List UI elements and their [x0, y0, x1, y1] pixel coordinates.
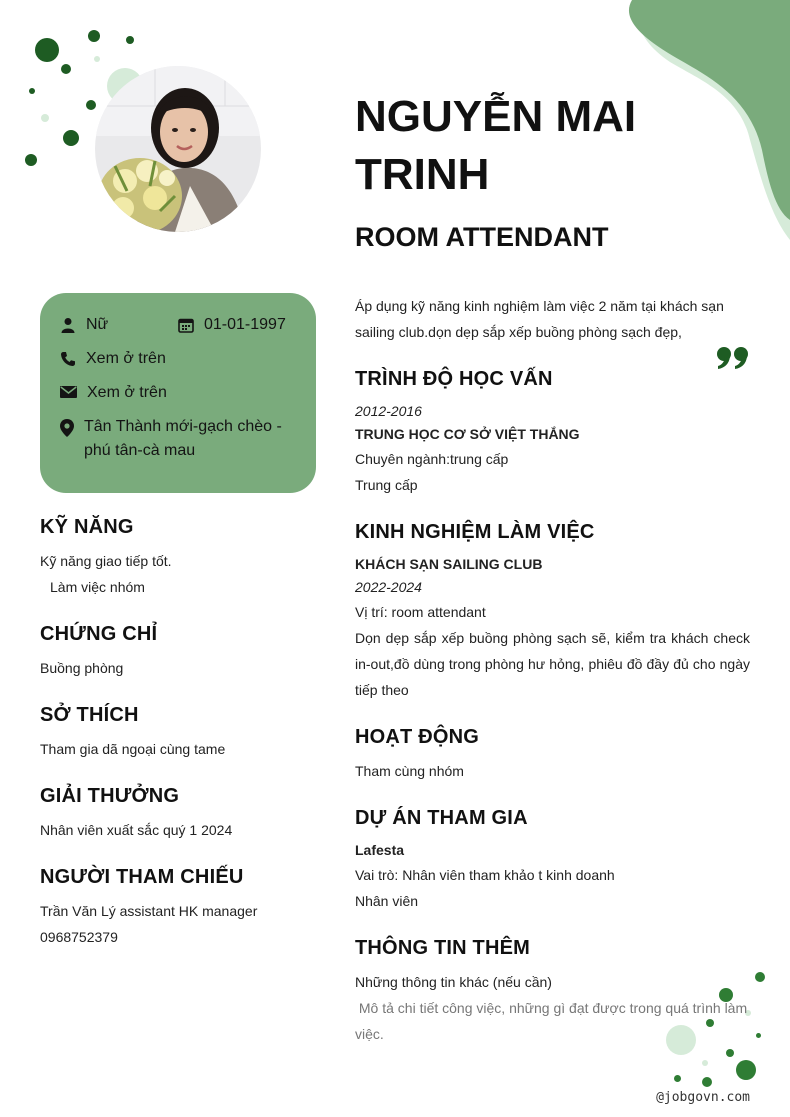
project-name: Lafesta — [355, 842, 405, 858]
experience-position: Vị trí: room attendant — [355, 604, 486, 620]
contact-info-box — [40, 293, 316, 493]
education-detail: Trung cấp — [355, 477, 418, 493]
gender-row — [60, 313, 108, 337]
profile-photo — [95, 66, 261, 232]
phone-icon — [60, 351, 76, 367]
person-icon — [60, 317, 76, 333]
activities-title: HOẠT ĐỘNG — [355, 726, 480, 748]
gender-value: Nữ — [86, 316, 109, 333]
experience-description: Dọn dẹp sắp xếp buồng phòng sạch sẽ, kiểm tra khách check in-out,đồ dùng trong phòng hư hỏng, phiêu đồ đầy đủ cho ngày tiếp theo — [355, 630, 750, 698]
certificates-title: CHỨNG CHỈ — [40, 623, 158, 645]
location-pin-icon — [60, 419, 74, 437]
birthday-value: 01-01-1997 — [204, 316, 286, 333]
awards-title: GIẢI THƯỞNG — [40, 785, 180, 807]
address-row — [60, 415, 300, 463]
experience-period: 2022-2024 — [355, 579, 422, 595]
email-value: Xem ở trên — [87, 384, 167, 401]
projects-title: DỰ ÁN THAM GIA — [355, 807, 528, 829]
skills-title: KỸ NĂNG — [40, 516, 134, 538]
project-detail: Nhân viên — [355, 893, 419, 909]
hobby-item: Tham gia dã ngoại cùng tame — [40, 741, 226, 757]
activity-item: Tham cùng nhóm — [355, 763, 464, 779]
experience-title: KINH NGHIỆM LÀM VIỆC — [355, 521, 595, 543]
objective-text: Áp dụng kỹ năng kinh nghiệm làm việc 2 năm tại khách sạn sailing club.dọn dẹp sắp xếp buồng phòng sạch đẹp, — [355, 298, 724, 340]
email-row — [60, 381, 167, 405]
references-title: NGƯỜI THAM CHIẾU — [40, 866, 244, 888]
mail-icon — [60, 385, 77, 399]
calendar-icon — [178, 317, 194, 333]
skill-item: Làm việc nhóm — [50, 579, 145, 595]
education-major: Chuyên ngành:trung cấp — [355, 451, 509, 467]
reference-line: 0968752379 — [40, 929, 118, 945]
reference-line: Trần Văn Lý assistant HK manager — [40, 903, 258, 919]
extra-info-line: Những thông tin khác (nếu cần) — [355, 974, 552, 990]
watermark: @jobgovn.com — [656, 1090, 750, 1105]
education-period: 2012-2016 — [355, 403, 422, 419]
address-value: Tân Thành mới-gạch chèo - phú tân-cà mau — [84, 418, 282, 459]
hobbies-title: SỞ THÍCH — [40, 704, 139, 726]
award-item: Nhân viên xuất sắc quý 1 2024 — [40, 822, 233, 838]
project-role: Vai trò: Nhân viên tham khảo t kinh doanh — [355, 867, 615, 883]
birthday-row — [178, 313, 286, 337]
quote-icon — [716, 346, 750, 370]
phone-row — [60, 347, 166, 371]
phone-value: Xem ở trên — [86, 350, 166, 367]
extra-info-title: THÔNG TIN THÊM — [355, 937, 531, 959]
skill-item: Kỹ năng giao tiếp tốt. — [40, 553, 172, 569]
experience-company: KHÁCH SẠN SAILING CLUB — [355, 556, 543, 572]
education-title: TRÌNH ĐỘ HỌC VẤN — [355, 368, 553, 390]
education-school: TRUNG HỌC CƠ SỞ VIỆT THẮNG — [355, 426, 580, 442]
extra-info-description: Mô tả chi tiết công việc, những gì đạt được trong quá trình làm việc. — [355, 1000, 752, 1042]
candidate-name: NGUYỄN MAI TRINH — [355, 92, 637, 199]
job-title: ROOM ATTENDANT — [355, 222, 609, 252]
certificate-item: Buồng phòng — [40, 660, 124, 676]
